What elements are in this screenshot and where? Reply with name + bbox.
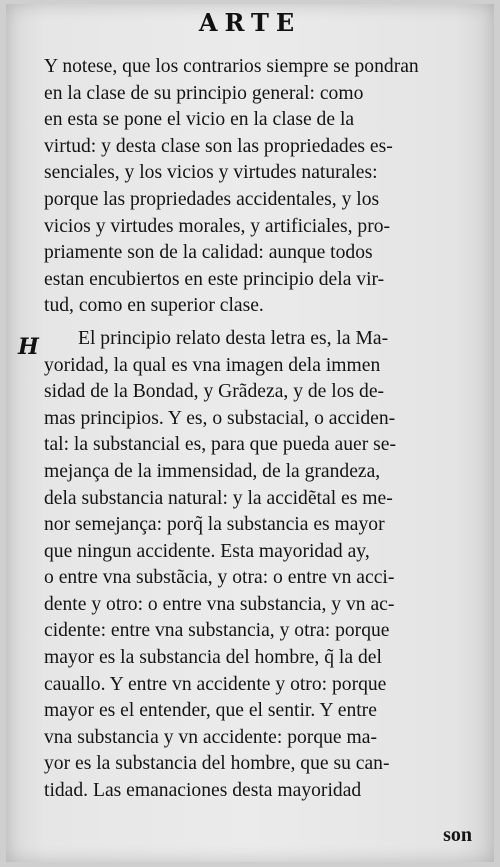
text-line: mayor es el entender, que el sentir. Y entre: [44, 700, 377, 722]
text-line: tidad. Las emanaciones desta mayoridad: [44, 780, 362, 802]
text-line: vna substancia y vn accidente: porque ma-: [44, 726, 377, 748]
text-line: dente y otro: o entre vna substancia, y vn ac-: [44, 593, 395, 615]
text-line: o entre vna substãcia, y otra: o entre vn acci-: [44, 567, 395, 589]
text-line: mayor es la substancia del hombre, q̃ la del: [44, 647, 382, 669]
text-line: sidad de la Bondad, y Grãdeza, y de los de-: [44, 381, 385, 403]
text-line: yoridad, la qual es vna imagen dela immen: [44, 354, 381, 376]
text-line: senciales, y los vicios y virtudes naturales:: [44, 162, 378, 184]
text-line: priamente son de la calidad: aunque todos: [44, 242, 373, 264]
text-line: yor es la substancia del hombre, que su can-: [44, 753, 390, 775]
text-line: vicios y virtudes morales, y artificiales, pro-: [44, 215, 391, 237]
text-line: dela substancia natural: y la accidẽtal es me-: [44, 487, 393, 509]
book-page: [6, 4, 494, 862]
text-line: estan encubiertos en este principio dela vir-: [44, 268, 385, 290]
text-line: mejança de la immensidad, de la grandeza,: [44, 460, 381, 482]
text-line: cidente: entre vna substancia, y otra: porque: [44, 620, 390, 642]
catchword: son: [443, 824, 472, 846]
margin-letter: H: [18, 334, 39, 360]
text-line: El principio relato desta letra es, la Ma-: [78, 327, 389, 349]
text-line: porque las propriedades accidentales, y los: [44, 188, 380, 210]
text-line: mas principios. Y es, o substacial, o acciden-: [44, 407, 396, 429]
text-line: que ningun accidente. Esta mayoridad ay,: [44, 540, 370, 562]
body-text: [44, 54, 484, 805]
text-line: virtud: y desta clase son las propriedades es-: [44, 135, 393, 157]
text-line: tal: la substancial es, para que pueda auer se-: [44, 434, 396, 456]
text-line: nor semejança: porq̃ la substancia es mayor: [44, 514, 385, 536]
text-line: en la clase de su principio general: como: [44, 82, 364, 104]
text-line: Y notese, que los contrarios siempre se pondran: [44, 56, 419, 77]
text-line: cauallo. Y entre vn accidente y otro: porque: [44, 673, 387, 695]
text-line: en esta se pone el vicio en la clase de la: [44, 109, 355, 131]
paragraph: [44, 54, 484, 320]
running-head: ARTE: [198, 8, 302, 37]
text-line: tud, como en superior clase.: [44, 295, 264, 317]
paragraph: [44, 326, 484, 805]
